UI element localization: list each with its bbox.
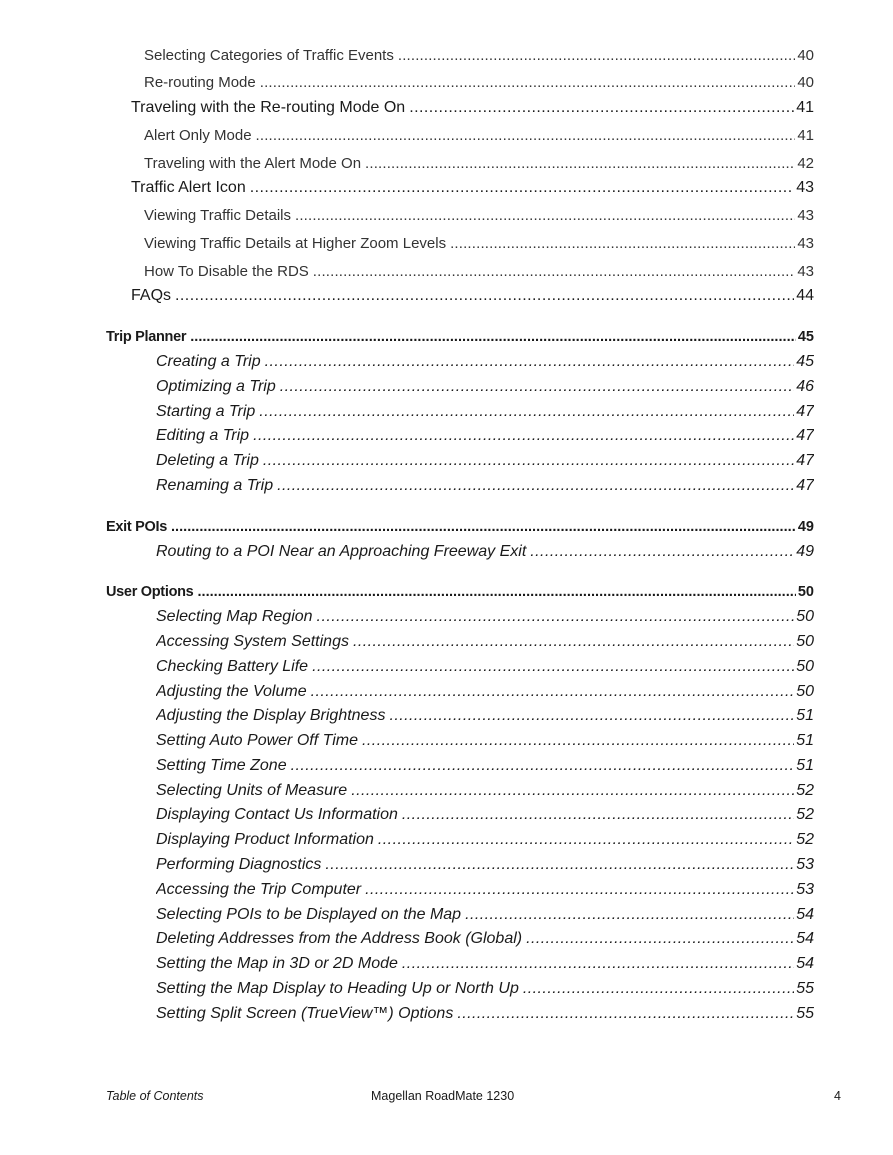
dot-leader bbox=[263, 452, 794, 470]
toc-section-heading[interactable] bbox=[106, 584, 814, 600]
toc-entry-title: Selecting Map Region bbox=[156, 608, 313, 625]
toc-entry-page: 43 bbox=[797, 235, 814, 252]
footer-section-label: Table of Contents bbox=[106, 1089, 204, 1103]
dot-leader bbox=[365, 155, 795, 172]
toc-section-page: 49 bbox=[797, 519, 814, 535]
toc-entry-title: Traffic Alert Icon bbox=[131, 179, 246, 196]
toc-entry-title: Deleting Addresses from the Address Book (Global) bbox=[156, 930, 523, 947]
toc-entry-title: Optimizing a Trip bbox=[156, 378, 276, 395]
toc-entry[interactable] bbox=[156, 378, 814, 396]
toc-entry[interactable] bbox=[131, 99, 814, 117]
toc-entry-page: 50 bbox=[796, 633, 814, 650]
toc-entry-title: Starting a Trip bbox=[156, 403, 256, 420]
toc-section-page: 45 bbox=[797, 329, 814, 345]
dot-leader bbox=[398, 47, 795, 64]
toc-entry-title: Alert Only Mode bbox=[144, 127, 252, 144]
toc-entry-page: 41 bbox=[796, 99, 814, 116]
toc-entry[interactable] bbox=[144, 47, 814, 64]
toc-section-title: Exit POIs bbox=[106, 519, 167, 535]
dot-leader bbox=[311, 683, 795, 701]
dot-leader bbox=[402, 806, 794, 824]
dot-leader bbox=[280, 378, 794, 396]
dot-leader bbox=[259, 403, 794, 421]
toc-entry-title: Displaying Contact Us Information bbox=[156, 806, 398, 823]
dot-leader bbox=[312, 658, 794, 676]
toc-entry-page: 45 bbox=[796, 353, 814, 370]
dot-leader bbox=[457, 1005, 794, 1023]
toc-entry[interactable] bbox=[156, 732, 814, 750]
dot-leader bbox=[450, 235, 795, 252]
toc-entry-title: Re-routing Mode bbox=[144, 74, 256, 91]
toc-entry-title: Traveling with the Re-routing Mode On bbox=[131, 99, 406, 116]
dot-leader bbox=[409, 99, 794, 117]
toc-entry-title: Routing to a POI Near an Approaching Freeway Exit bbox=[156, 543, 527, 560]
dot-leader bbox=[402, 955, 794, 973]
toc-entry-title: Adjusting the Display Brightness bbox=[156, 707, 386, 724]
toc-entry[interactable] bbox=[156, 608, 814, 626]
dot-leader bbox=[171, 519, 796, 535]
toc-entry-title: Editing a Trip bbox=[156, 427, 250, 444]
toc-entry-page: 51 bbox=[796, 757, 814, 774]
toc-section-page: 50 bbox=[797, 584, 814, 600]
toc-entry-title: Setting Time Zone bbox=[156, 757, 287, 774]
toc-entry[interactable] bbox=[156, 427, 814, 445]
toc-entry-page: 52 bbox=[796, 782, 814, 799]
toc-entry[interactable] bbox=[156, 683, 814, 701]
toc-entry-title: Traveling with the Alert Mode On bbox=[144, 155, 362, 172]
toc-entry-page: 50 bbox=[796, 658, 814, 675]
dot-leader bbox=[365, 881, 794, 899]
toc-entry[interactable] bbox=[144, 207, 814, 224]
toc-entry-title: Adjusting the Volume bbox=[156, 683, 307, 700]
toc-entry-title: Selecting Units of Measure bbox=[156, 782, 348, 799]
toc-entry-page: 47 bbox=[796, 403, 814, 420]
toc-entry-page: 47 bbox=[796, 427, 814, 444]
toc-section-title: User Options bbox=[106, 584, 194, 600]
toc-entry-title: Deleting a Trip bbox=[156, 452, 259, 469]
toc-entry-page: 51 bbox=[796, 707, 814, 724]
footer-product-name: Magellan RoadMate 1230 bbox=[371, 1089, 515, 1103]
toc-entry-page: 47 bbox=[796, 477, 814, 494]
dot-leader bbox=[250, 179, 794, 197]
toc-entry-title: Selecting POIs to be Displayed on the Map bbox=[156, 906, 462, 923]
dot-leader bbox=[362, 732, 794, 750]
toc-entry-page: 40 bbox=[797, 47, 814, 64]
toc-entry-page: 54 bbox=[796, 906, 814, 923]
toc-entry[interactable] bbox=[144, 263, 814, 280]
toc-entry-title: Setting Split Screen (TrueView™) Options bbox=[156, 1005, 454, 1022]
toc-entry-title: Renaming a Trip bbox=[156, 477, 274, 494]
toc-entry-page: 40 bbox=[797, 74, 814, 91]
dot-leader bbox=[295, 207, 795, 224]
dot-leader bbox=[523, 980, 794, 998]
toc-entry-page: 47 bbox=[796, 452, 814, 469]
toc-entry-page: 43 bbox=[797, 207, 814, 224]
toc-entry[interactable] bbox=[156, 930, 814, 948]
toc-section-heading[interactable] bbox=[106, 519, 814, 535]
toc-entry-page: 50 bbox=[796, 608, 814, 625]
toc-entry[interactable] bbox=[156, 955, 814, 973]
toc-entry[interactable] bbox=[131, 179, 814, 197]
toc-entry[interactable] bbox=[156, 452, 814, 470]
toc-entry-title: Viewing Traffic Details bbox=[144, 207, 292, 224]
toc-entry[interactable] bbox=[156, 881, 814, 899]
dot-leader bbox=[317, 608, 795, 626]
toc-entry[interactable] bbox=[156, 856, 814, 874]
toc-entry[interactable] bbox=[156, 353, 814, 371]
toc-entry[interactable] bbox=[144, 235, 814, 252]
toc-entry[interactable] bbox=[156, 757, 814, 775]
toc-entry-title: Accessing System Settings bbox=[156, 633, 349, 650]
dot-leader bbox=[526, 930, 794, 948]
toc-entry-page: 53 bbox=[796, 856, 814, 873]
toc-entry[interactable] bbox=[156, 1005, 814, 1023]
dot-leader bbox=[197, 584, 795, 600]
toc-entry-title: Accessing the Trip Computer bbox=[156, 881, 362, 898]
toc-entry-title: FAQs bbox=[131, 287, 172, 304]
toc-entry-page: 50 bbox=[796, 683, 814, 700]
toc-entry-page: 54 bbox=[796, 955, 814, 972]
dot-leader bbox=[530, 543, 794, 561]
dot-leader bbox=[256, 127, 796, 144]
dot-leader bbox=[325, 856, 794, 874]
dot-leader bbox=[291, 757, 795, 775]
dot-leader bbox=[277, 477, 794, 495]
toc-entry[interactable] bbox=[144, 127, 814, 144]
toc-entry[interactable] bbox=[156, 403, 814, 421]
dot-leader bbox=[465, 906, 794, 924]
toc-entry[interactable] bbox=[156, 658, 814, 676]
toc-entry-page: 54 bbox=[796, 930, 814, 947]
dot-leader bbox=[265, 353, 795, 371]
toc-entry[interactable] bbox=[156, 707, 814, 725]
toc-entry-title: How To Disable the RDS bbox=[144, 263, 309, 280]
toc-entry[interactable] bbox=[156, 477, 814, 495]
toc-entry-title: Viewing Traffic Details at Higher Zoom Levels bbox=[144, 235, 447, 252]
toc-entry[interactable] bbox=[156, 831, 814, 849]
dot-leader bbox=[389, 707, 794, 725]
dot-leader bbox=[260, 74, 796, 91]
toc-entry-page: 51 bbox=[796, 732, 814, 749]
toc-entry[interactable] bbox=[156, 906, 814, 924]
toc-entry-title: Setting Auto Power Off Time bbox=[156, 732, 359, 749]
toc-entry[interactable] bbox=[144, 155, 814, 172]
toc-entry[interactable] bbox=[131, 287, 814, 305]
dot-leader bbox=[253, 427, 794, 445]
dot-leader bbox=[351, 782, 794, 800]
toc-entry-page: 44 bbox=[796, 287, 814, 304]
toc-entry-page: 43 bbox=[797, 263, 814, 280]
dot-leader bbox=[190, 329, 796, 345]
toc-entry-page: 55 bbox=[796, 1005, 814, 1022]
toc-section-heading[interactable] bbox=[106, 329, 814, 345]
toc-entry[interactable] bbox=[156, 980, 814, 998]
toc-entry[interactable] bbox=[156, 543, 814, 561]
toc-entry-title: Checking Battery Life bbox=[156, 658, 309, 675]
toc-entry[interactable] bbox=[156, 806, 814, 824]
toc-entry-title: Setting the Map in 3D or 2D Mode bbox=[156, 955, 398, 972]
toc-entry-page: 52 bbox=[796, 806, 814, 823]
toc-entry-title: Setting the Map Display to Heading Up or North Up bbox=[156, 980, 519, 997]
toc-entry[interactable] bbox=[144, 74, 814, 91]
toc-entry-title: Performing Diagnostics bbox=[156, 856, 322, 873]
toc-entry-title: Selecting Categories of Traffic Events bbox=[144, 47, 394, 64]
toc-entry-page: 52 bbox=[796, 831, 814, 848]
toc-section-title: Trip Planner bbox=[106, 329, 187, 345]
dot-leader bbox=[313, 263, 796, 280]
toc-entry[interactable] bbox=[156, 633, 814, 651]
dot-leader bbox=[378, 831, 794, 849]
toc-entry-page: 41 bbox=[797, 127, 814, 144]
toc-entry-page: 42 bbox=[797, 155, 814, 172]
toc-entry-title: Displaying Product Information bbox=[156, 831, 374, 848]
dot-leader bbox=[353, 633, 794, 651]
footer-page-number: 4 bbox=[834, 1089, 841, 1103]
toc-entry-page: 49 bbox=[796, 543, 814, 560]
dot-leader bbox=[175, 287, 794, 305]
toc-entry-page: 46 bbox=[796, 378, 814, 395]
toc-entry-page: 53 bbox=[796, 881, 814, 898]
toc-entry-title: Creating a Trip bbox=[156, 353, 261, 370]
toc-entry-page: 43 bbox=[796, 179, 814, 196]
toc-entry-page: 55 bbox=[796, 980, 814, 997]
toc-entry[interactable] bbox=[156, 782, 814, 800]
